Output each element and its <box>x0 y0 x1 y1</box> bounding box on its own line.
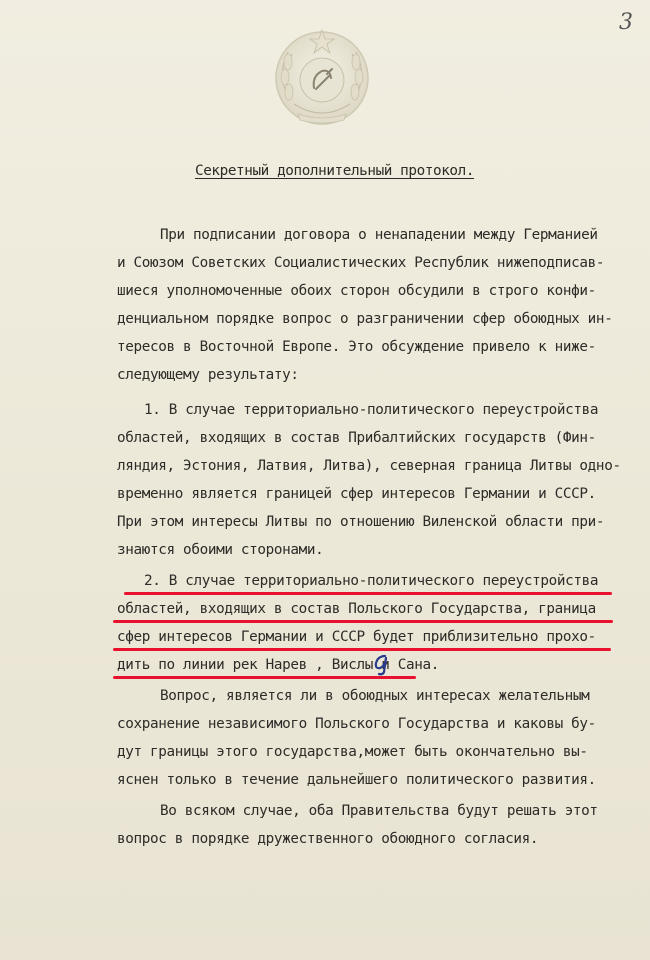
text-line: тересов в Восточной Европе. Это обсуждение привело к ниже- <box>117 339 596 355</box>
red-underline <box>113 620 613 623</box>
red-underline <box>113 648 611 651</box>
text-line: дут границы этого государства,может быть окончательно вы- <box>117 744 588 760</box>
highlighted-text-line: сфер интересов Германии и СССР будет приблизительно прохо- <box>117 629 596 645</box>
text-line: При этом интересы Литвы по отношению Виленской области при- <box>117 514 605 530</box>
page-number: 3 <box>619 10 633 35</box>
red-underline <box>113 676 416 679</box>
text-line: знаются обоими сторонами. <box>117 542 324 558</box>
text-line: и Союзом Советских Социалистических Республик нижеподписав- <box>117 255 605 271</box>
text-line: сохранение независимого Польского Государства и каковы бу- <box>117 716 596 732</box>
text-line: следующему результату: <box>117 367 299 383</box>
soviet-coat-of-arms-emboss-icon <box>268 22 376 130</box>
red-underline <box>124 592 612 595</box>
text-line: 1. В случае территориально-политического переустройства <box>144 402 599 418</box>
text-line: вопрос в порядке дружественного обоюдного согласия. <box>117 831 539 847</box>
handwritten-ink-mark-icon <box>370 652 392 676</box>
text-line: ляндия, Эстония, Латвия, Литва), северная граница Литвы одно- <box>117 458 621 474</box>
text-line: временно является границей сфер интересов Германии и СССР. <box>117 486 596 502</box>
highlighted-text-line: областей, входящих в состав Польского Государства, граница <box>117 601 596 617</box>
highlighted-text-line: 2. В случае территориально-политического переустройства <box>144 573 599 589</box>
text-line: При подписании договора о ненападении между Германией <box>160 227 598 243</box>
text-line: денциальном порядке вопрос о разграничении сфер обоюдных ин- <box>117 311 613 327</box>
text-line: Вопрос, является ли в обоюдных интересах желательным <box>160 688 590 704</box>
highlighted-text-line: дить по линии рек Нарев , Вислы и Сана. <box>117 657 440 673</box>
text-line: Во всяком случае, оба Правительства будут решать этот <box>160 803 598 819</box>
document-title: Секретный дополнительный протокол. <box>195 163 475 179</box>
text-line: областей, входящих в состав Прибалтийских государств (Фин- <box>117 430 596 446</box>
text-line: шиеся уполномоченные обоих сторон обсудили в строго конфи- <box>117 283 596 299</box>
text-line: яснен только в течение дальнейшего политического развития. <box>117 772 596 788</box>
